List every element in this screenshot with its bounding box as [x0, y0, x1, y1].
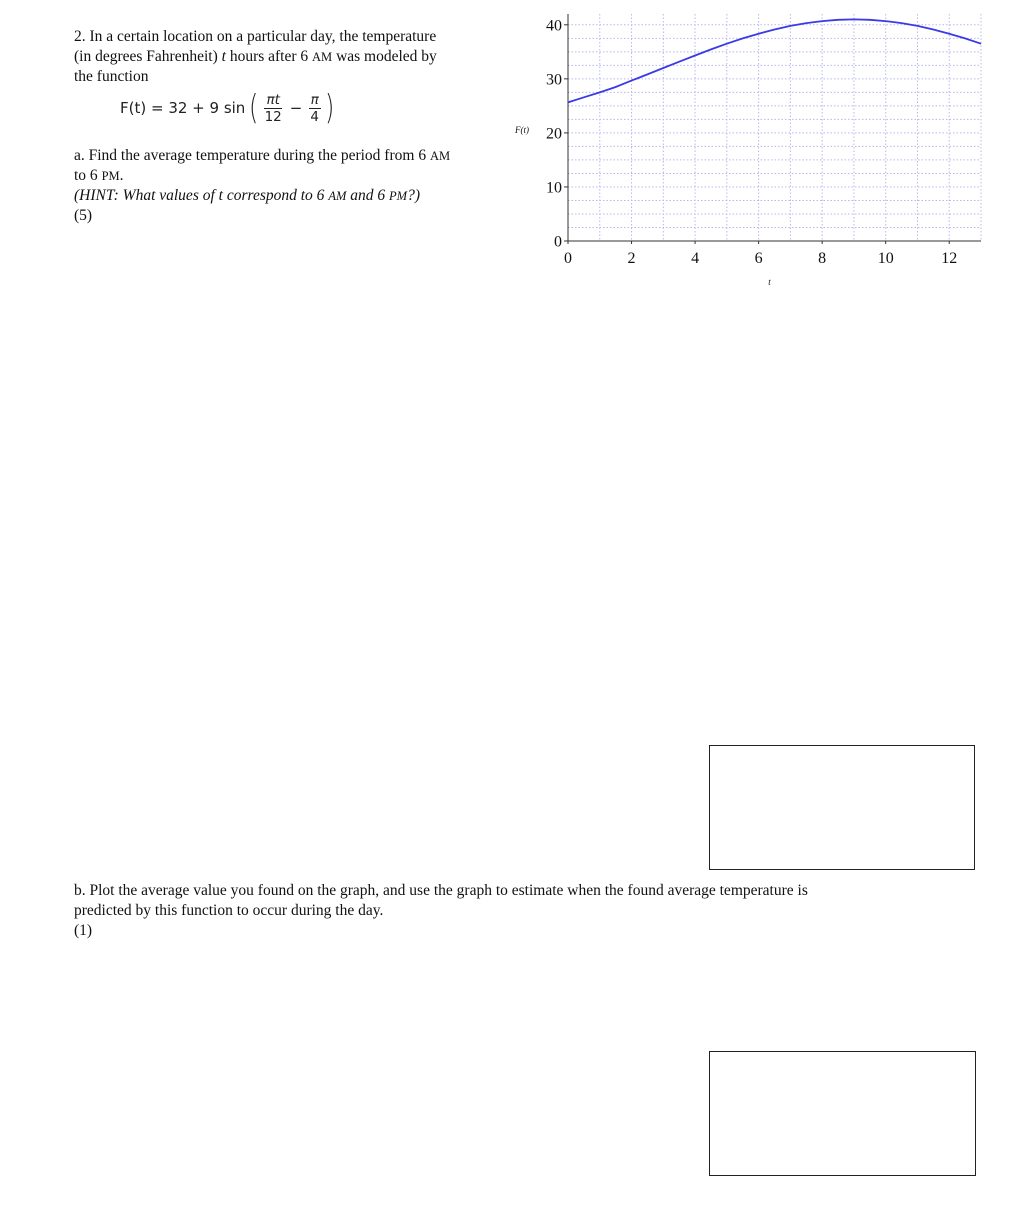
x-tick-label: 2 — [627, 250, 636, 267]
y-axis-title: F(t) — [515, 125, 529, 135]
minus-sign: − — [289, 99, 303, 117]
formula-argument — [247, 88, 336, 128]
variable-t: t — [221, 48, 226, 65]
y-tick-label: 20 — [546, 125, 562, 143]
function-formula — [120, 86, 336, 130]
x-tick-label: 6 — [754, 250, 763, 267]
part-a-line-2: to 6 PM. — [74, 167, 124, 184]
x-tick-label: 12 — [941, 250, 958, 267]
x-axis-title: t — [768, 277, 771, 287]
x-tick-label: 8 — [818, 250, 827, 267]
series — [568, 19, 981, 102]
temperature-graph — [505, 5, 985, 295]
fraction-pi-over-4: $\frac{\pi}{4}$ — [310, 91, 319, 125]
part-a-line-1: a. Find the average temperature during the period from 6 AM — [74, 147, 451, 164]
intro-line-1: 2. In a certain location on a particular day, the temperature — [74, 28, 437, 45]
fraction-pi-t-over-12: $\frac{\pi t}{12}$ — [264, 91, 282, 125]
y-tick-label: 30 — [546, 71, 562, 89]
part-a-question — [74, 146, 504, 226]
x-tick-label: 10 — [877, 250, 894, 267]
right-paren: ) — [324, 88, 335, 128]
answer-box-a[interactable] — [709, 745, 975, 870]
part-b-points: (1) — [74, 922, 93, 939]
problem-statement — [74, 27, 504, 87]
part-b-question — [74, 881, 934, 941]
intro-line-3: the function — [74, 68, 149, 85]
tick-labels — [514, 17, 957, 287]
left-paren: ( — [249, 88, 259, 128]
formula-lhs: F(t) = 32 + 9 sin — [120, 99, 246, 117]
part-a-points: (5) — [74, 207, 93, 224]
intro-line-2: (in degrees Fahrenheit) t hours after 6 AM was modeled by — [74, 48, 437, 65]
y-tick-label: 10 — [546, 179, 562, 197]
x-tick-label: 0 — [564, 250, 572, 267]
grid — [568, 14, 981, 241]
part-b-line-2: predicted by this function to occur during the day. — [74, 902, 384, 919]
y-tick-label: 0 — [554, 233, 562, 251]
x-tick-label: 4 — [691, 250, 700, 267]
answer-box-b[interactable] — [709, 1051, 976, 1176]
y-tick-label: 40 — [546, 17, 562, 35]
axes — [564, 14, 981, 244]
series-line-temperature — [568, 19, 981, 102]
part-a-hint: (HINT: What values of t correspond to 6 AM and 6 PM?) — [74, 187, 420, 204]
part-b-line-1: b. Plot the average value you found on the graph, and use the graph to estimate when the found average temperature is — [74, 882, 808, 899]
